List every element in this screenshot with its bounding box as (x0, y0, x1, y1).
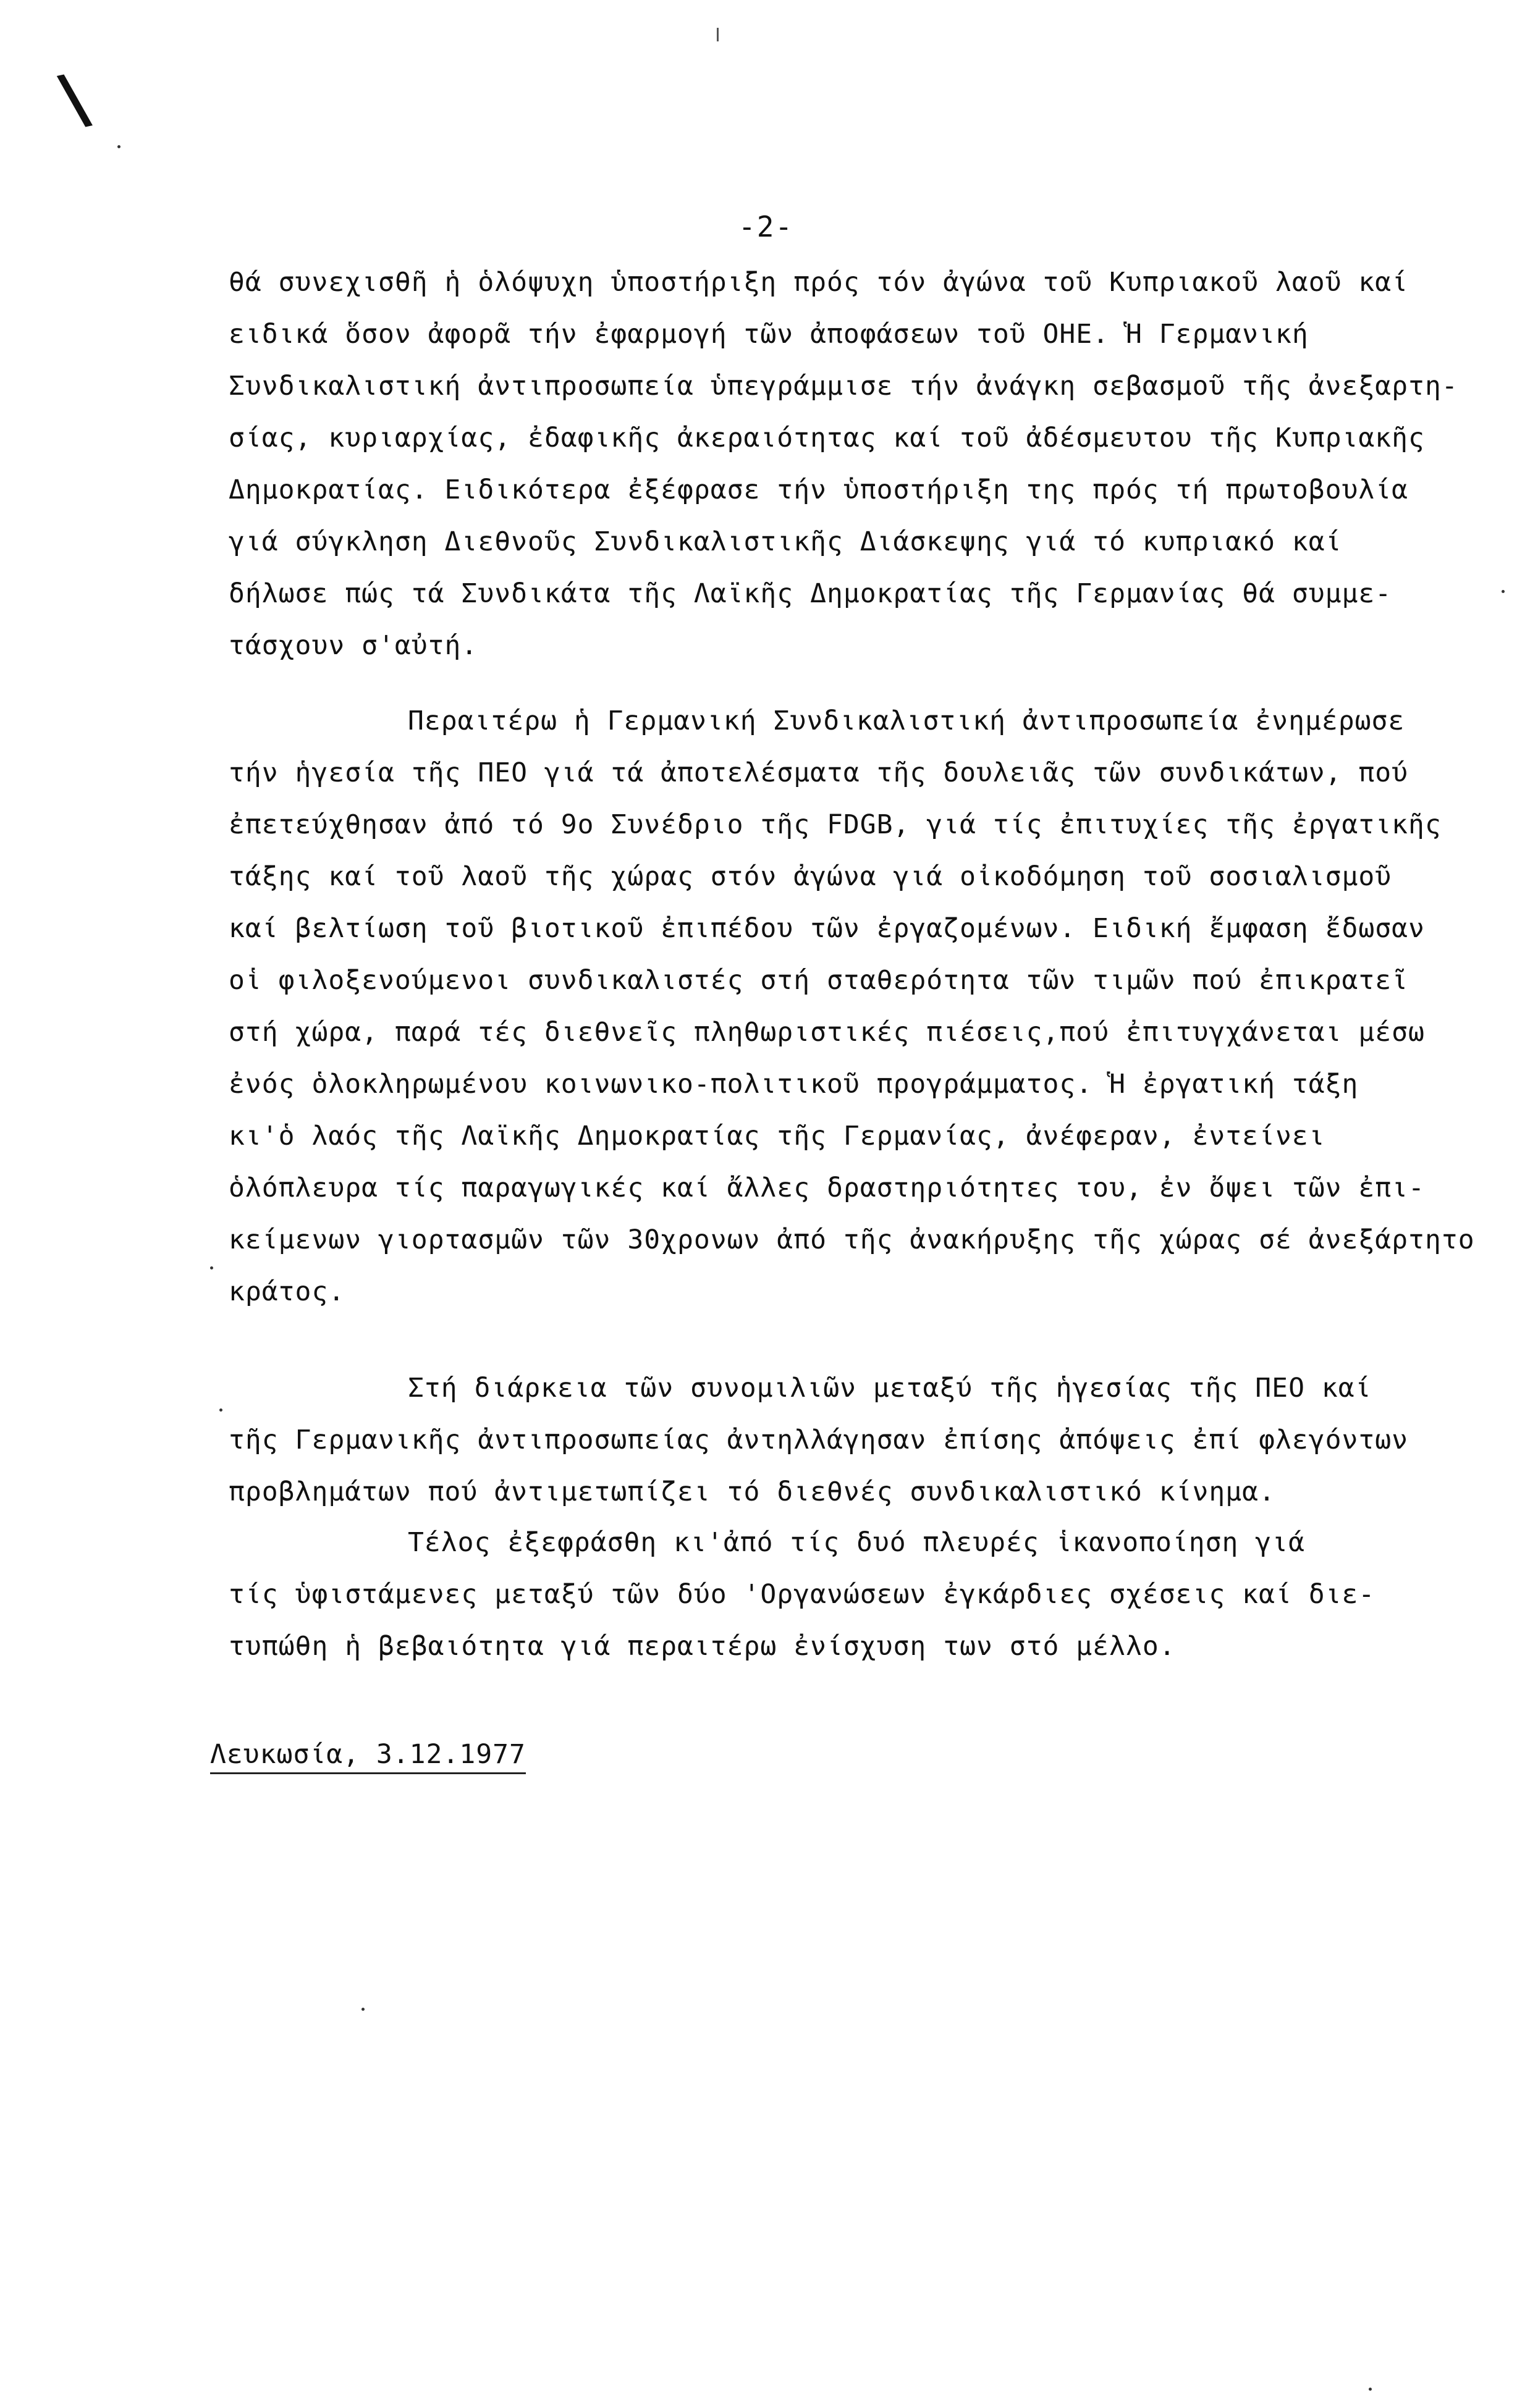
text-line: κράτος. (229, 1276, 345, 1307)
text-line: Συνδικαλιστική ἀντιπροσωπεία ὑπεγράμμισε τήν ἀνάγκη σεβασμοῦ τῆς ἀνεξαρτη- (229, 371, 1458, 402)
scan-speck (1502, 590, 1505, 593)
text-line: Περαιτέρω ἡ Γερμανική Συνδικαλιστική ἀντιπροσωπεία ἐνημέρωσε (408, 705, 1405, 736)
scan-speck (219, 1408, 222, 1412)
paragraph-2 (229, 695, 1475, 1318)
text-line: τάξης καί τοῦ λαοῦ τῆς χώρας στόν ἀγώνα γιά οἰκοδόμηση τοῦ σοσιαλισμοῦ (229, 861, 1392, 892)
text-line: προβλημάτων πού ἀντιμετωπίζει τό διεθνές συνδικαλιστικό κίνημα. (229, 1476, 1275, 1507)
text-line: Στή διάρκεια τῶν συνομιλιῶν μεταξύ τῆς ἡγεσίας τῆς ΠΕΟ καί (408, 1373, 1372, 1404)
scan-speck (361, 2008, 365, 2011)
text-line: ειδικά ὅσον ἀφορᾶ τήν ἐφαρμογή τῶν ἀποφάσεων τοῦ ΟΗΕ. Ἡ Γερμανική (229, 319, 1309, 350)
scan-speck (1369, 2388, 1372, 2391)
text-line: τίς ὑφιστάμενες μεταξύ τῶν δύο 'Οργανώσεων ἐγκάρδιες σχέσεις καί διε- (229, 1579, 1375, 1610)
text-line: τάσχουν σ'αὐτή. (229, 630, 478, 661)
paragraph-3 (229, 1362, 1409, 1518)
text-line: τήν ἡγεσία τῆς ΠΕΟ γιά τά ἀποτελέσματα τῆς δουλειᾶς τῶν συνδικάτων, πού (229, 757, 1409, 788)
scan-speck (210, 1266, 213, 1269)
text-line: Τέλος ἐξεφράσθη κι'ἀπό τίς δυό πλευρές ἱκανοποίηση γιά (408, 1527, 1305, 1558)
text-line: τυπώθη ἡ βεβαιότητα γιά περαιτέρω ἐνίσχυση των στό μέλλο. (229, 1631, 1176, 1662)
text-line: Δημοκρατίας. Ειδικότερα ἐξέφρασε τήν ὑποστήριξη της πρός τή πρωτοβουλία (229, 474, 1409, 505)
text-line: σίας, κυριαρχίας, ἐδαφικῆς ἀκεραιότητας καί τοῦ ἀδέσμευτου τῆς Κυπριακῆς (229, 423, 1425, 453)
text-line: γιά σύγκληση Διεθνοῦς Συνδικαλιστικῆς Διάσκεψης γιά τό κυπριακό καί (229, 526, 1342, 557)
text-line: κείμενων γιορτασμῶν τῶν 30χρονων ἀπό τῆς ἀνακήρυξης τῆς χώρας σέ ἀνεξάρτητο (229, 1224, 1475, 1255)
text-line: στή χώρα, παρά τές διεθνεῖς πληθωριστικές πιέσεις,πού ἐπιτυγχάνεται μέσω (229, 1017, 1425, 1048)
text-line: θά συνεχισθῆ ἡ ὁλόψυχη ὑποστήριξη πρός τόν ἀγώνα τοῦ Κυπριακοῦ λαοῦ καί (229, 267, 1409, 298)
paragraph-4 (229, 1517, 1390, 1672)
text-line: καί βελτίωση τοῦ βιοτικοῦ ἐπιπέδου τῶν ἐργαζομένων. Ειδική ἔμφαση ἔδωσαν (229, 913, 1425, 944)
margin-mark: \ (54, 57, 95, 140)
text-line: κι'ὁ λαός τῆς Λαϊκῆς Δημοκρατίας τῆς Γερμανίας, ἀνέφεραν, ἐντείνει (229, 1121, 1325, 1151)
scan-mark (717, 28, 719, 41)
scan-speck (117, 145, 120, 148)
text-line: δήλωσε πώς τά Συνδικάτα τῆς Λαϊκῆς Δημοκρατίας τῆς Γερμανίας θά συμμε- (229, 578, 1392, 609)
text-line: ἐνός ὁλοκληρωμένου κοινωνικο-πολιτικοῦ προγράμματος. Ἡ ἐργατική τάξη (229, 1069, 1359, 1100)
text-line: ἐπετεύχθησαν ἀπό τό 9ο Συνέδριο τῆς FDGB, γιά τίς ἐπιτυχίες τῆς ἐργατικῆς (229, 809, 1442, 840)
paragraph-1 (229, 256, 1458, 671)
page-number: -2- (738, 210, 794, 243)
text-line: οἱ φιλοξενούμενοι συνδικαλιστές στή σταθερότητα τῶν τιμῶν πού ἐπικρατεῖ (229, 965, 1409, 996)
text-line: τῆς Γερμανικῆς ἀντιπροσωπείας ἀντηλλάγησαν ἐπίσης ἀπόψεις ἐπί φλεγόντων (229, 1425, 1409, 1455)
place-date-signature: Λευκωσία, 3.12.1977 (210, 1739, 526, 1774)
text-line: ὁλόπλευρα τίς παραγωγικές καί ἄλλες δραστηριότητες του, ἐν ὄψει τῶν ἐπι- (229, 1172, 1425, 1203)
